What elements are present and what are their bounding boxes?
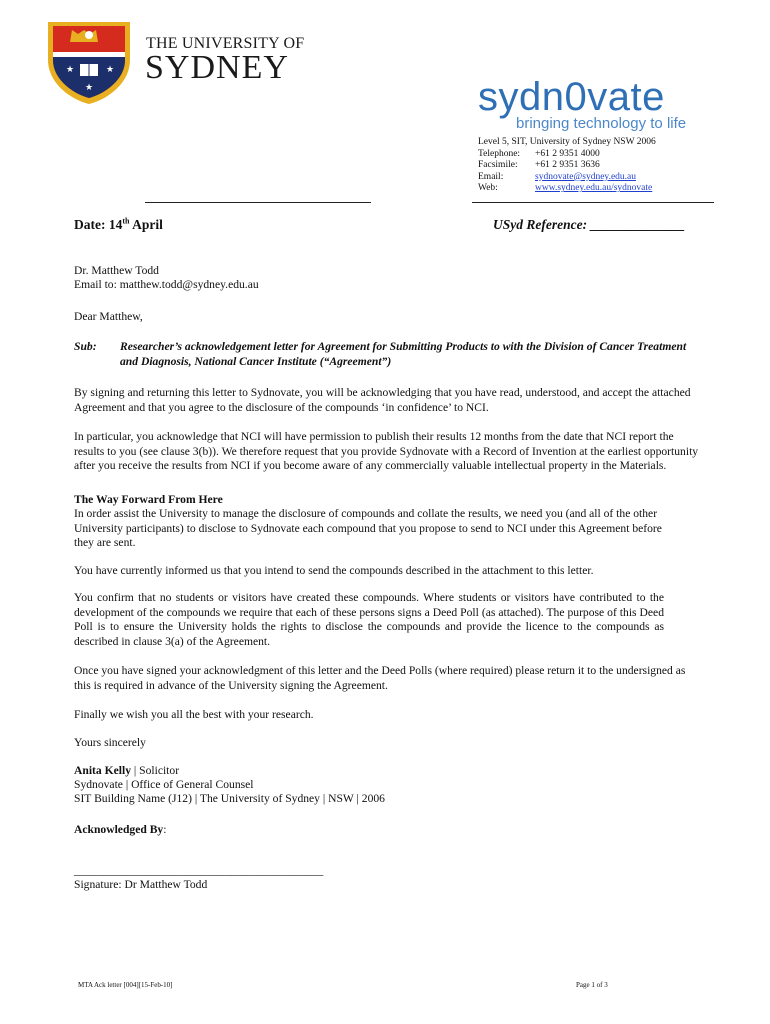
contact-block bbox=[478, 137, 656, 195]
date-month: April bbox=[129, 217, 163, 232]
svg-text:★: ★ bbox=[85, 83, 94, 93]
footer-page-number: Page 1 of 3 bbox=[576, 981, 608, 989]
recipient-email: Email to: matthew.todd@sydney.edu.au bbox=[74, 278, 259, 291]
university-crest-logo bbox=[44, 20, 134, 106]
paragraph-7: Finally we wish you all the best with your research. bbox=[74, 708, 314, 721]
signature-line: ___________________________________________ bbox=[74, 864, 324, 877]
signer-line-1 bbox=[74, 764, 700, 779]
letter-date bbox=[74, 217, 163, 233]
salutation: Dear Matthew, bbox=[74, 310, 143, 323]
header-divider-left bbox=[145, 202, 371, 203]
telephone-label: Telephone: bbox=[478, 148, 521, 159]
signer-name: Anita Kelly bbox=[74, 764, 132, 777]
sydnovate-logo-text: sydn0vate bbox=[478, 75, 665, 119]
header-divider-right bbox=[472, 202, 714, 203]
university-name-line1: THE UNIVERSITY OF bbox=[146, 35, 305, 52]
closing: Yours sincerely bbox=[74, 736, 146, 749]
paragraph-5: You confirm that no students or visitors have created these compounds. Where students or visitors have contributed to the development of the compounds we require that each of these persons signs a Deed Poll (as attached). The purpose of this Deed Poll is to ensure the University holds the rights to disclose the compounds and provide the licence to the compounds as described in clause 3(a) of the Agreement. bbox=[74, 591, 664, 648]
acknowledged-by-colon: : bbox=[163, 823, 167, 836]
section-heading: The Way Forward From Here bbox=[74, 493, 223, 506]
acknowledged-by bbox=[74, 823, 700, 838]
svg-text:★: ★ bbox=[66, 65, 75, 75]
paragraph-3: In order assist the University to manage the disclosure of compounds and collate the results, we need you (and all of the other University participants) to disclose to Sydnovate each compound that you propose to send to NCI under this Agreement before they are sent. bbox=[74, 507, 662, 549]
telephone-value: +61 2 9351 4000 bbox=[535, 148, 600, 159]
footer-document-id: MTA Ack letter [004][15-Feb-10] bbox=[78, 981, 173, 989]
facsimile-label: Facsimile: bbox=[478, 160, 518, 171]
subject-text: Researcher’s acknowledgement letter for Agreement for Submitting Products to with the Division of Cancer Treatment and Diagnosis, National Cancer Institute (“Agreement”) bbox=[120, 340, 687, 368]
sydnovate-tagline: bringing technology to life bbox=[516, 115, 687, 132]
email-label: Email: bbox=[478, 171, 504, 182]
paragraph-4: You have currently informed us that you intend to send the compounds described in the attachment to this letter. bbox=[74, 564, 594, 577]
svg-text:★: ★ bbox=[106, 65, 115, 75]
web-label: Web: bbox=[478, 183, 498, 194]
facsimile-value: +61 2 9351 3636 bbox=[535, 160, 600, 171]
usyd-reference: USyd Reference: ______________ bbox=[493, 217, 685, 232]
paragraph-2: In particular, you acknowledge that NCI will have permission to publish their results 12 months from the date that NCI report the results to you (see clause 3(b)). We therefore request that you provide Sydnovate with a Record of Invention at the earliest opportunity after you receive the results from NCI if you become aware of any commercially valuable intellectual property in the Materials. bbox=[74, 430, 699, 472]
subject-label: Sub: bbox=[74, 340, 97, 353]
paragraph-6: Once you have signed your acknowledgment of this letter and the Deed Polls (where required) please return it to the undersigned as this is required in advance of the University signing the Agreement. bbox=[74, 664, 686, 692]
signer-title: | Solicitor bbox=[131, 764, 180, 777]
web-link[interactable]: www.sydney.edu.au/sydnovate bbox=[535, 183, 653, 194]
date-label: Date: 14 bbox=[74, 217, 123, 232]
university-name-line2: SYDNEY bbox=[145, 49, 289, 86]
recipient-name: Dr. Matthew Todd bbox=[74, 264, 159, 277]
date-ordinal: th bbox=[122, 216, 130, 226]
signer-line-2: Sydnovate | Office of General Counsel bbox=[74, 778, 254, 791]
paragraph-1: By signing and returning this letter to Sydnovate, you will be acknowledging that you have read, understood, and accept the attached Agreement and that you agree to the disclosure of the compounds ‘in confidence’ to NCI. bbox=[74, 386, 691, 414]
address-line: Level 5, SIT, University of Sydney NSW 2006 bbox=[478, 137, 656, 147]
email-link[interactable]: sydnovate@sydney.edu.au bbox=[535, 171, 636, 182]
acknowledged-by-label: Acknowledged By bbox=[74, 823, 164, 836]
signer-line-3: SIT Building Name (J12) | The University of Sydney | NSW | 2006 bbox=[74, 792, 385, 805]
signature-label: Signature: Dr Matthew Todd bbox=[74, 878, 208, 891]
